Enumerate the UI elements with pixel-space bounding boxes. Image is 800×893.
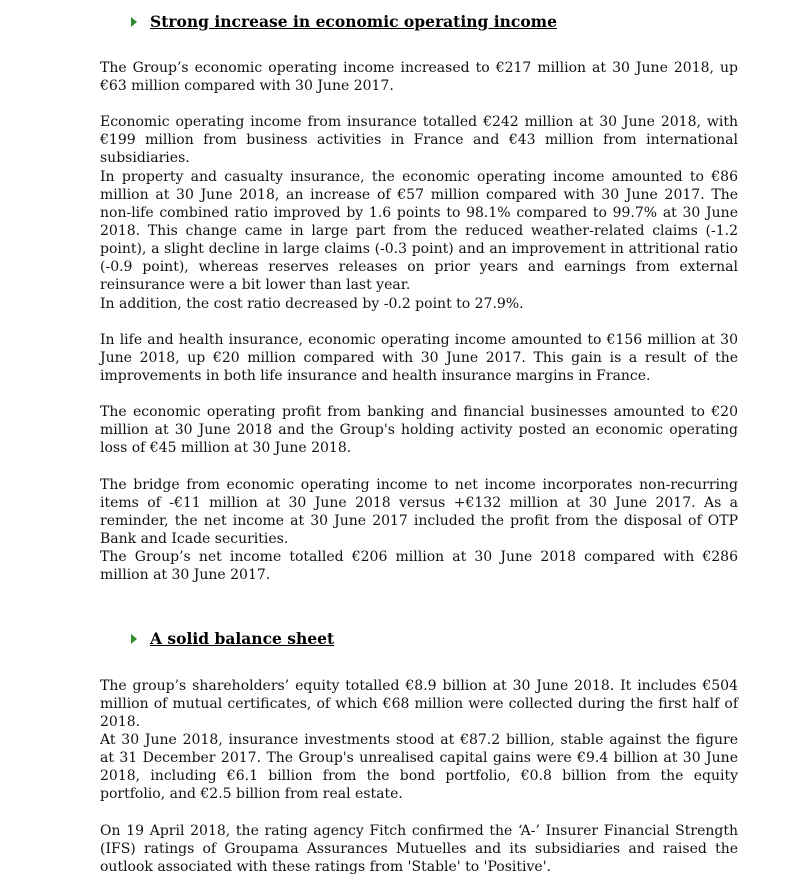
paragraph-operating-income: The Group’s economic operating income increased to €217 million at 30 June 2018, up €63 million compared with 30 June 2017.: [100, 60, 738, 94]
triangle-bullet-icon: [131, 634, 137, 644]
paragraph-life-health: In life and health insurance, economic operating income amounted to €156 million at 30 June 2018, up €20 million compared with 30 June 2017. This gain is a result of the improvements in both life insurance and health insurance margins in France.: [100, 332, 738, 384]
paragraph-equity: The group’s shareholders’ equity totalled €8.9 billion at 30 June 2018. It includes €504 million of mutual certificates, of which €68 million were collected during the first half of 2018.: [100, 678, 738, 730]
paragraph-cost-ratio: In addition, the cost ratio decreased by -0.2 point to 27.9%.: [100, 296, 524, 312]
paragraph-insurance-income: Economic operating income from insurance totalled €242 million at 30 June 2018, with €199 million from business activities in France and €43 million from international subsidiaries.: [100, 114, 738, 166]
section-title: A solid balance sheet: [150, 629, 335, 648]
section-title: Strong increase in economic operating income: [150, 12, 557, 31]
paragraph-net-income: The Group’s net income totalled €206 million at 30 June 2018 compared with €286 million at 30 June 2017.: [100, 549, 738, 583]
paragraph-investments: At 30 June 2018, insurance investments stood at €87.2 billion, stable against the figure at 31 December 2017. The Group's unrealised capital gains were €9.4 billion at 30 June 2018, including €6.1 billion from the bond portfolio, €0.8 billion from the equity portfolio, and €2.5 billion from real estate.: [100, 732, 738, 802]
paragraph-banking: The economic operating profit from banking and financial businesses amounted to €20 million at 30 June 2018 and the Group's holding activity posted an economic operating loss of €45 million at 30 June 2018.: [100, 404, 738, 456]
paragraph-property-casualty: In property and casualty insurance, the economic operating income amounted to €86 million at 30 June 2018, an increase of €57 million compared with 30 June 2017. The non-life combined ratio improved by 1.6 points to 98.1% compared to 99.7% at 30 June 2018. This change came in large part from the reduced weather-related claims (-1.2 point), a slight decline in large claims (-0.3 point) and an improvement in attritional ratio (-0.9 point), whereas reserves releases on prior years and earnings from external reinsurance were a bit lower than last year.: [100, 169, 738, 293]
paragraph-bridge: The bridge from economic operating income to net income incorporates non-recurring items of -€11 million at 30 June 2018 versus +€132 million at 30 June 2017. As a reminder, the net income at 30 June 2017 included the profit from the disposal of OTP Bank and Icade securities.: [100, 477, 738, 547]
section-heading-balance-sheet: [100, 628, 738, 650]
section-heading-operating-income: [100, 11, 738, 33]
paragraph-rating: On 19 April 2018, the rating agency Fitch confirmed the ‘A-’ Insurer Financial Strength (IFS) ratings of Groupama Assurances Mutuelles and its subsidiaries and raised the outlook associated with these ratings from 'Stable' to 'Positive'.: [100, 823, 738, 875]
triangle-bullet-icon: [131, 17, 137, 27]
